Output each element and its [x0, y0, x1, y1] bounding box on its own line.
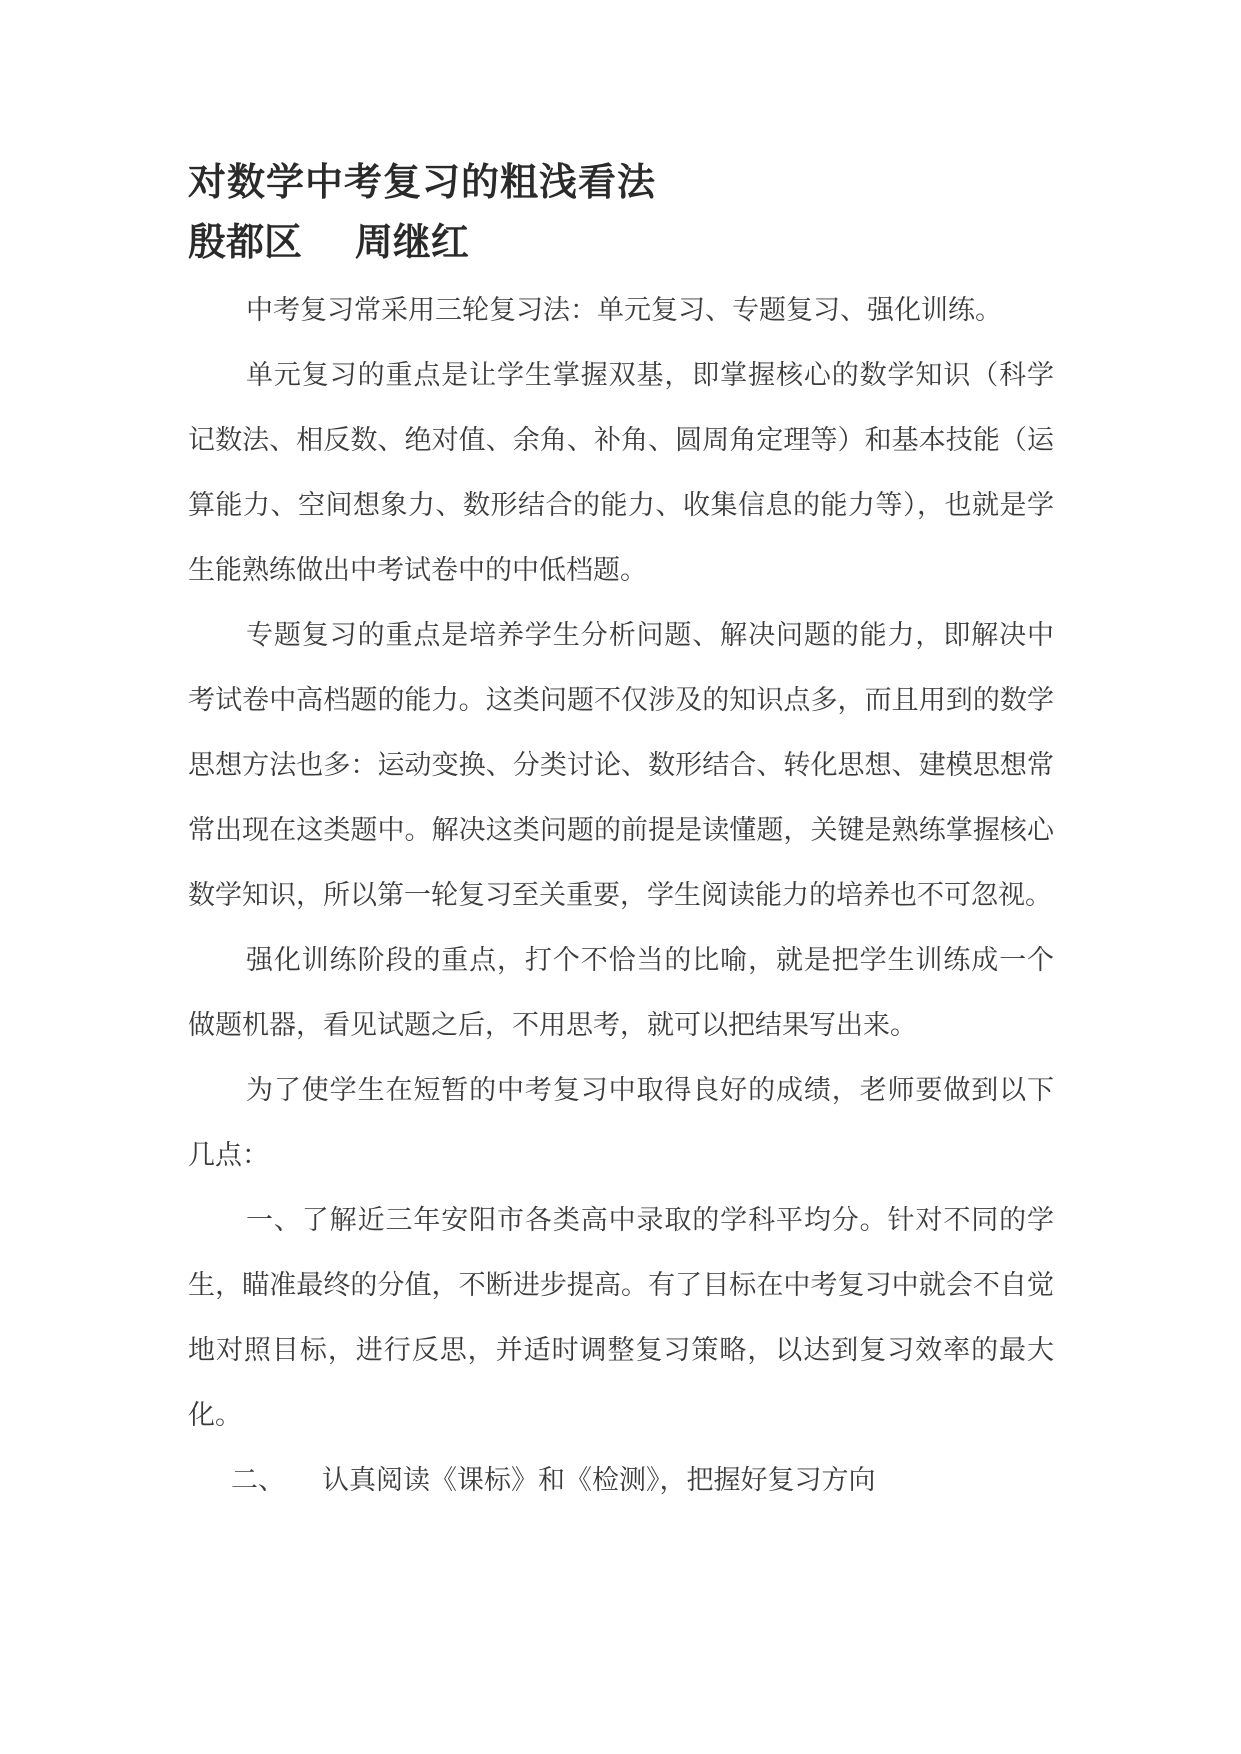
paragraph-point-one: 一、了解近三年安阳市各类高中录取的学科平均分。针对不同的学生，瞄准最终的分值，不断进步提高。有了目标在中考复习中就会不自觉地对照目标，进行反思，并适时调整复习策略，以达到复习效率的最大化。: [188, 1205, 1054, 1431]
document-body: [188, 152, 1054, 1513]
point-two-number: 二、: [231, 1465, 285, 1496]
document-title: 对数学中考复习的粗浅看法: [188, 160, 657, 204]
paragraph-review-methods: 中考复习常采用三轮复习法：单元复习、专题复习、强化训练。: [246, 295, 1002, 326]
paragraph-intensive-training: 强化训练阶段的重点，打个不恰当的比喻，就是把学生训练成一个做题机器，看见试题之后，不用思考，就可以把结果写出来。: [188, 945, 1054, 1041]
point-two-heading: [188, 1448, 1054, 1513]
author-line: 殷都区 周继红: [188, 220, 469, 264]
paragraph-teacher-points: 为了使学生在短暂的中考复习中取得良好的成绩，老师要做到以下几点：: [188, 1075, 1054, 1171]
point-two-text: 认真阅读《课标》和《检测》，把握好复习方向: [322, 1465, 876, 1496]
paragraph-topic-review: 专题复习的重点是培养学生分析问题、解决问题的能力，即解决中考试卷中高档题的能力。这类问题不仅涉及的知识点多，而且用到的数学思想方法也多：运动变换、分类讨论、数形结合、转化思想、建模思想常常出现在这类题中。解决这类问题的前提是读懂题，关键是熟练掌握核心数学知识，所以第一轮复习至关重要，学生阅读能力的培养也不可忽视。: [188, 620, 1054, 911]
paragraph-unit-review: 单元复习的重点是让学生掌握双基，即掌握核心的数学知识（科学记数法、相反数、绝对值、余角、补角、圆周角定理等）和基本技能（运算能力、空间想象力、数形结合的能力、收集信息的能力等），也就是学生能熟练做出中考试卷中的中低档题。: [188, 360, 1054, 586]
